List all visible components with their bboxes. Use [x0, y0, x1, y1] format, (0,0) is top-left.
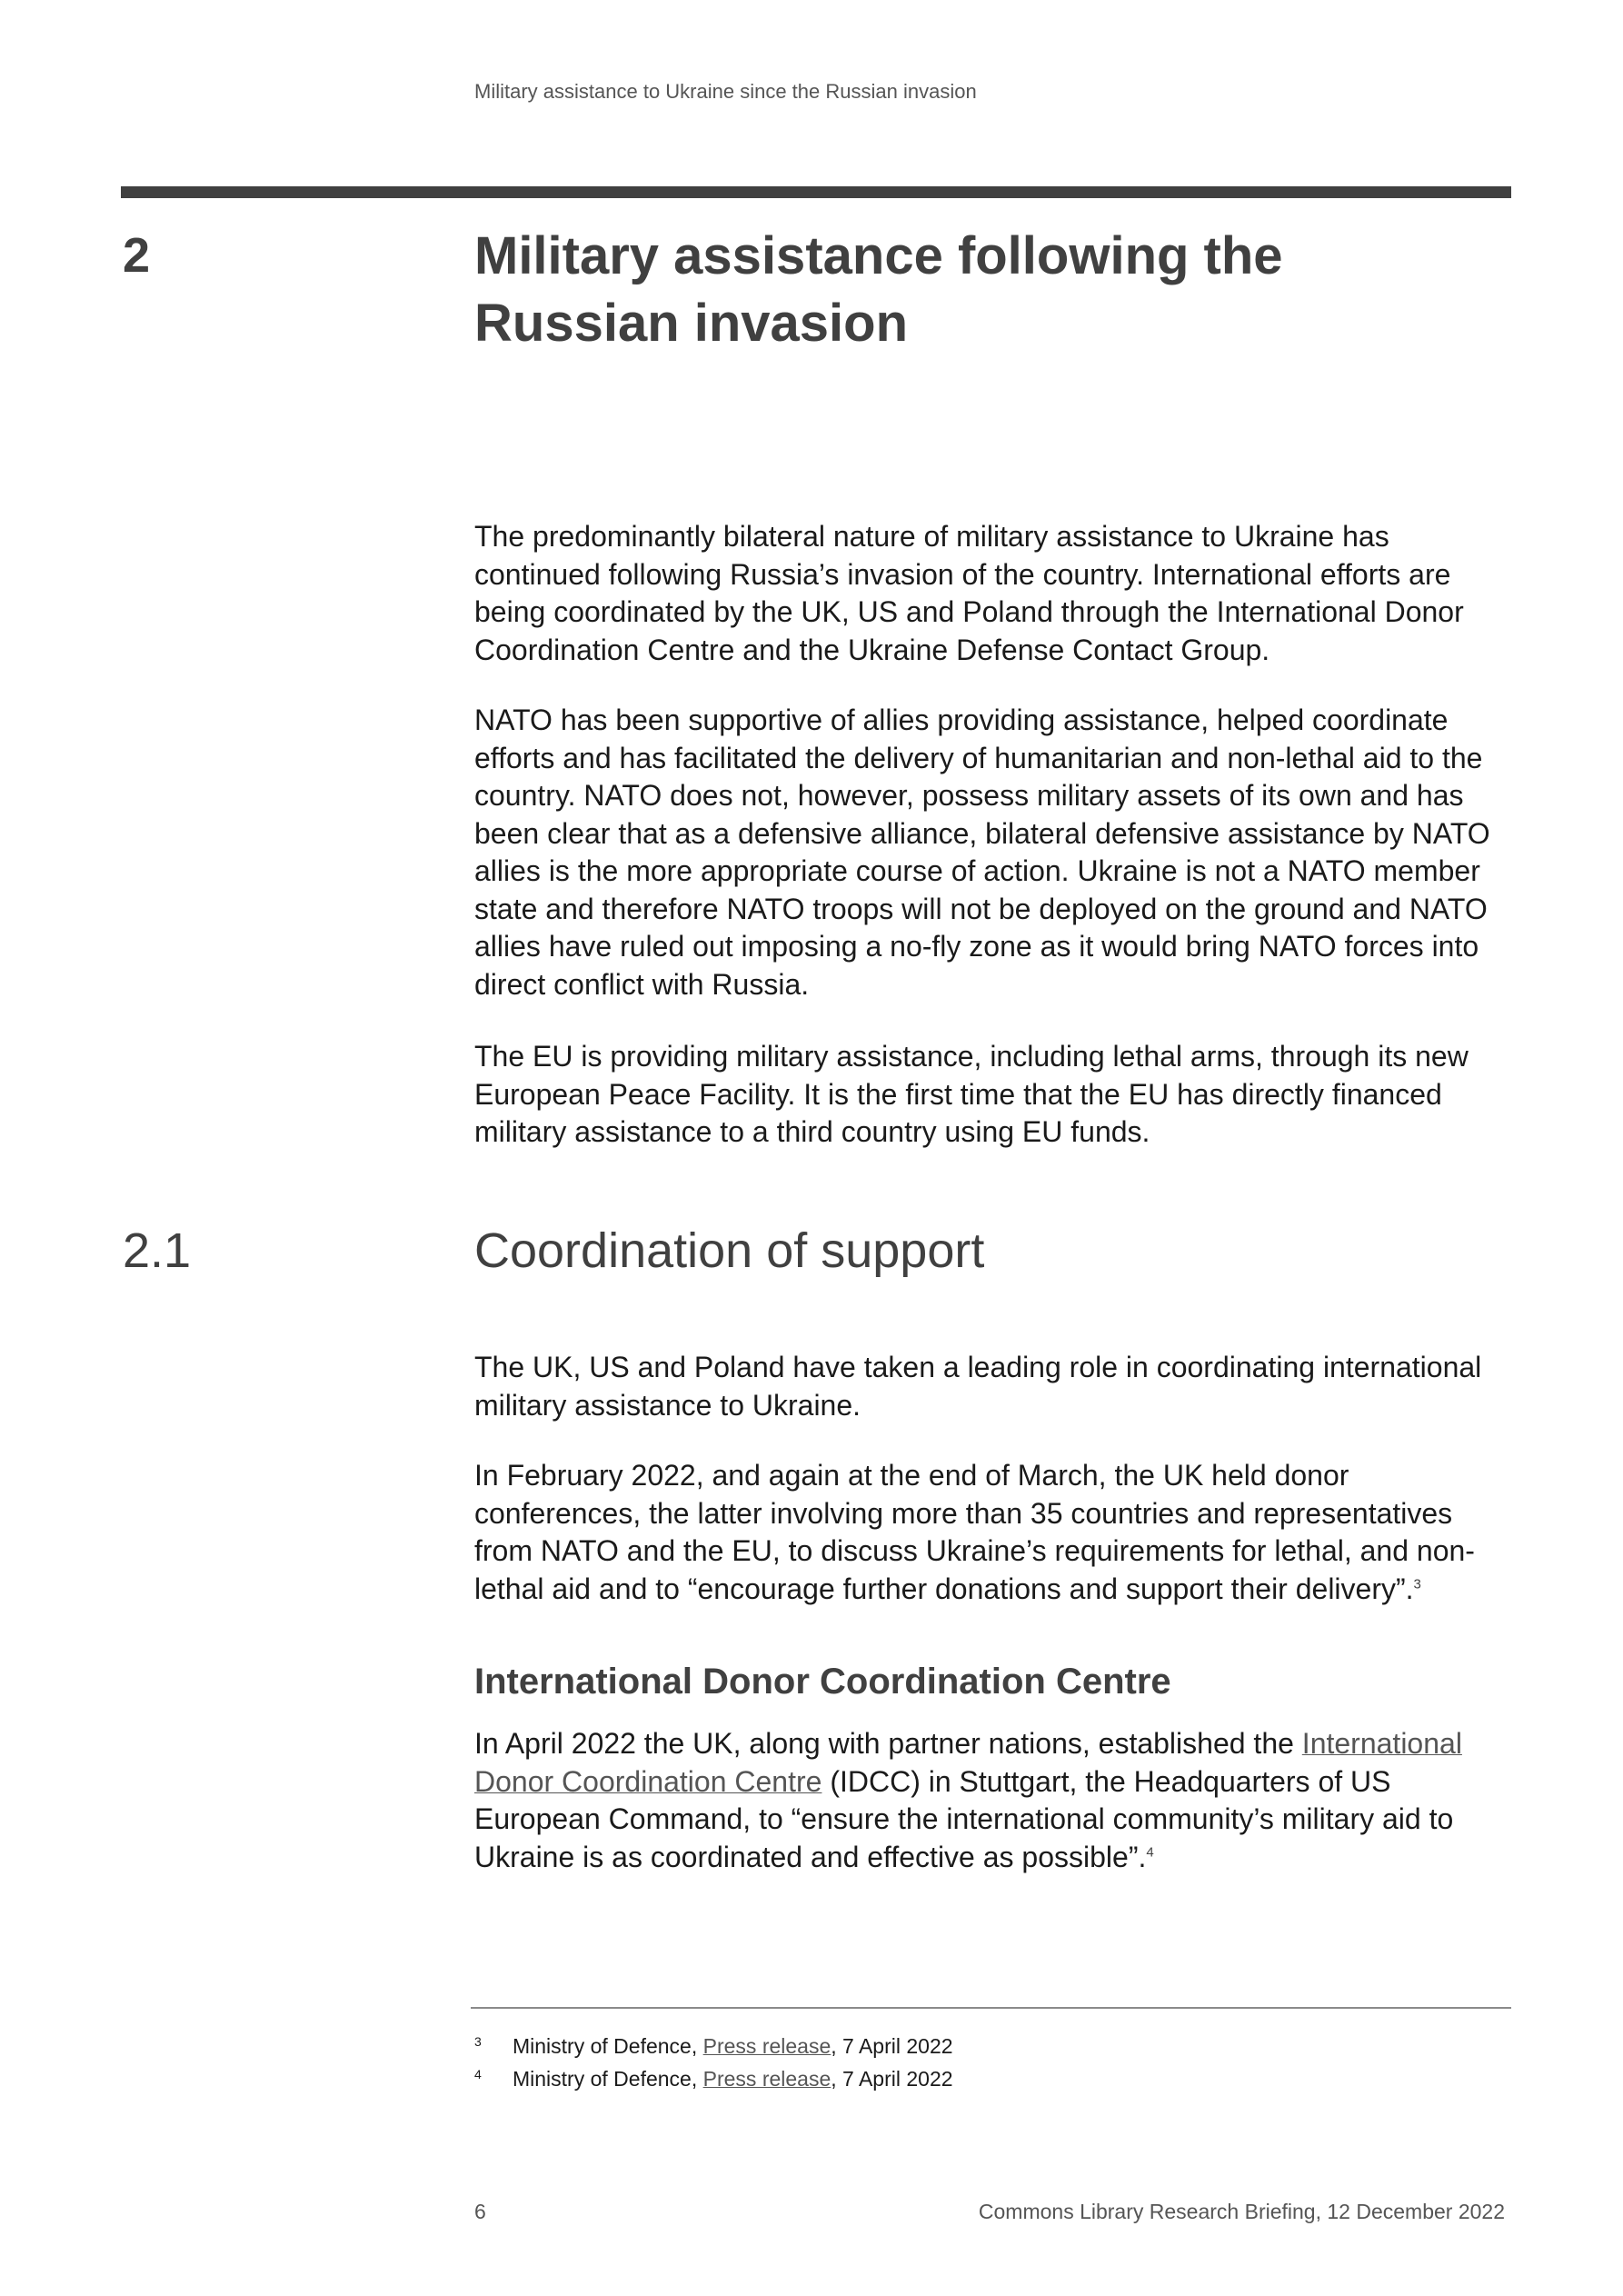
subsection-paragraph-1: [474, 1725, 1515, 1876]
running-header: Military assistance to Ukraine since the Russian invasion: [474, 80, 977, 103]
chapter-number: 2: [123, 228, 151, 283]
section-paragraph-2: [474, 1457, 1515, 1608]
footnote-divider: [471, 2007, 1511, 2009]
press-release-link[interactable]: Press release: [702, 2034, 831, 2058]
footnote-text-before: Ministry of Defence,: [513, 2067, 703, 2091]
chapter-title-line-1: Military assistance following the: [474, 226, 1283, 285]
section-paragraph-2-text: In February 2022, and again at the end of March, the UK held donor conferences, the latter involving more than 35 countries and representatives from NATO and the EU, to discuss Ukraine’s requirements for lethal, and non-lethal aid and to “encourage further donations and support their delivery”.: [474, 1459, 1475, 1605]
footnote-text-before: Ministry of Defence,: [513, 2034, 703, 2058]
footnote-number: 3: [474, 2034, 482, 2049]
intro-paragraph-2: NATO has been supportive of allies providing assistance, helped coordinate efforts and has facilitated the delivery of humanitarian and non-lethal aid to the country. NATO does not, however, possess military assets of its own and has been clear that as a defensive alliance, bilateral defensive assistance by NATO allies is the more appropriate course of action. Ukraine is not a NATO member state and therefore NATO troops will not be deployed on the ground and NATO allies have ruled out imposing a no-fly zone as it would bring NATO forces into direct conflict with Russia.: [474, 704, 1490, 1001]
intro-paragraph-1: The predominantly bilateral nature of military assistance to Ukraine has continued following Russia’s invasion of the country. International efforts are being coordinated by the UK, US and Poland through the International Donor Coordination Centre and the Ukraine Defense Contact Group.: [474, 520, 1464, 666]
footnote-ref-4[interactable]: 4: [1146, 1843, 1154, 1860]
footnote-text-after: , 7 April 2022: [831, 2067, 953, 2091]
footnote-4: [474, 2067, 953, 2091]
footnote-ref-3[interactable]: 3: [1413, 1575, 1421, 1592]
footnote-number: 4: [474, 2067, 482, 2081]
subsection-text-before: In April 2022 the UK, along with partner nations, established the: [474, 1727, 1302, 1760]
footnote-3: [474, 2034, 953, 2059]
subsection-text-after: (IDCC) in Stuttgart, the Headquarters of US European Command, to “ensure the international community’s military aid to Ukraine is as coordinated and effective as possible”.: [474, 1764, 1454, 1873]
footnote-text-after: , 7 April 2022: [831, 2034, 953, 2058]
press-release-link[interactable]: Press release: [702, 2067, 831, 2091]
subsection-title: International Donor Coordination Centre: [474, 1662, 1171, 1702]
chapter-title: [474, 223, 1474, 357]
intro-paragraph-3: The EU is providing military assistance, including lethal arms, through its new European Peace Facility. It is the first time that the EU has directly financed military assistance to a third country using EU funds.: [474, 1040, 1469, 1148]
section-number: 2.1: [123, 1223, 192, 1278]
chapter-title-line-2: Russian invasion: [474, 294, 909, 353]
page-number: 6: [474, 2200, 486, 2223]
chapter-divider: [121, 186, 1511, 198]
section-paragraph-1: The UK, US and Poland have taken a leading role in coordinating international military assistance to Ukraine.: [474, 1351, 1482, 1422]
idcc-link[interactable]: International Donor Coordination Centre: [474, 1727, 1462, 1798]
footer-source: Commons Library Research Briefing, 12 December 2022: [978, 2200, 1505, 2223]
section-title: Coordination of support: [474, 1223, 985, 1278]
